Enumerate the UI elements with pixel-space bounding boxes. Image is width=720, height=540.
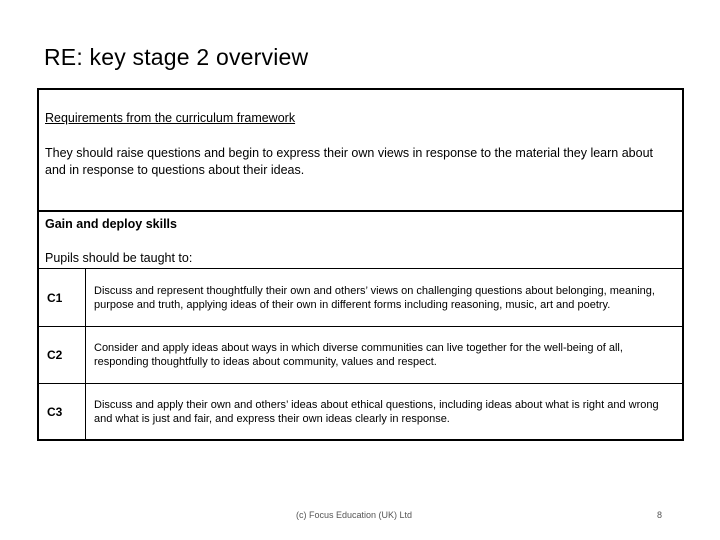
row-code: C2 [39,327,86,384]
page-title: RE: key stage 2 overview [44,44,309,70]
row-code: C1 [39,269,86,327]
row-description: Discuss and represent thoughtfully their own and others’ views on challenging questions about belonging, meaning, purpose and truth, applying ideas of their own in different forms including reasoning, music, art and poetry. [94,284,655,311]
page-number: 8 [657,510,663,520]
curriculum-framework-box [37,88,684,441]
requirements-section [39,90,684,212]
row-description: Consider and apply ideas about ways in which diverse communities can live together for the well-being of all, responding thoughtfully to ideas about community, values and respect. [94,342,623,368]
skills-table [39,268,684,441]
skills-heading: Gain and deploy skills [45,217,177,231]
table-row [39,327,684,384]
requirements-heading: Requirements from the curriculum framework [45,111,296,125]
footer-credit: (c) Focus Education (UK) Ltd [296,510,413,520]
table-row [39,269,684,327]
row-code: C3 [39,384,86,441]
taught-to-label: Pupils should be taught to: [45,251,193,265]
row-description: Discuss and apply their own and others’ ideas about ethical questions, including ideas about what is right and wrong and what is just and fair, and express their own ideas clearly in response. [94,399,659,426]
table-row [39,384,684,441]
requirements-text: They should raise questions and begin to express their own views in response to the material they learn about and in response to questions about their ideas. [45,146,653,177]
